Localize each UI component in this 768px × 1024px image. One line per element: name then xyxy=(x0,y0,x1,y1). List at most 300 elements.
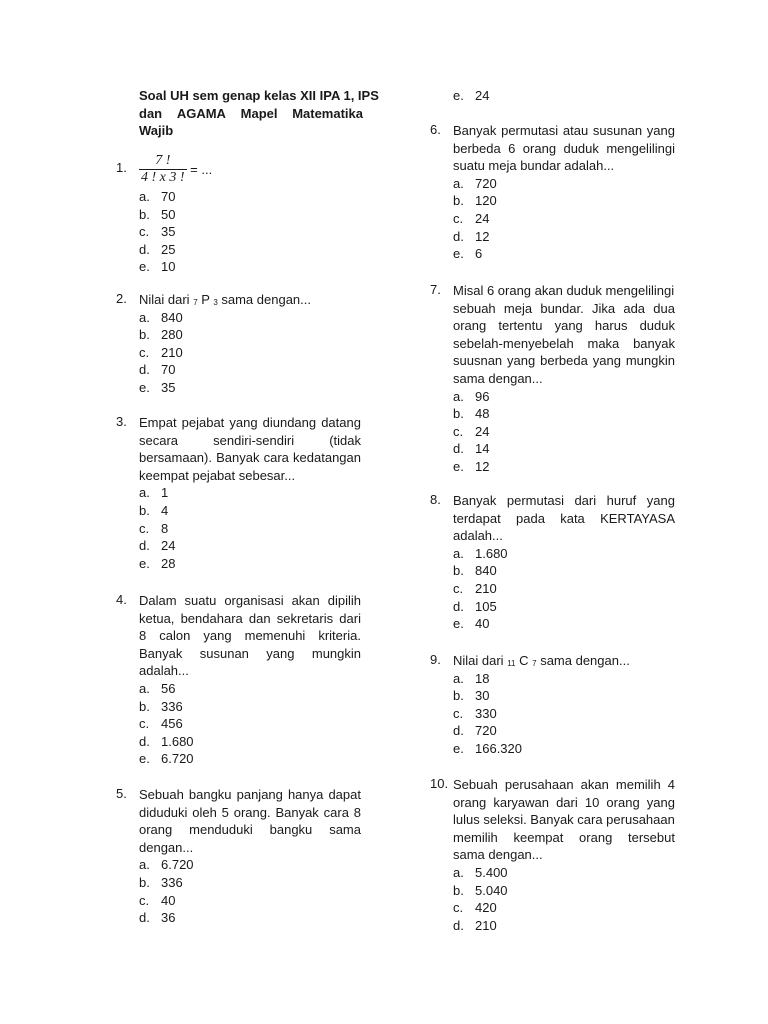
answer-option xyxy=(139,909,361,927)
question-word: 10 xyxy=(584,794,600,810)
question-text-line xyxy=(139,592,361,610)
question-word: duduk xyxy=(563,140,599,156)
option-label: a. xyxy=(453,545,464,561)
question-word: Jika xyxy=(591,300,616,316)
question-text-line xyxy=(453,652,675,670)
question-word: dan xyxy=(248,610,271,626)
answer-option xyxy=(139,750,361,768)
question-word: berbeda xyxy=(540,353,588,369)
question-word: yang xyxy=(266,645,295,661)
option-value: 5.040 xyxy=(475,882,508,898)
question-text-line xyxy=(139,414,361,432)
question-word: maka xyxy=(587,335,620,351)
option-label: c. xyxy=(139,520,150,536)
answer-option xyxy=(453,705,675,723)
answer-option xyxy=(139,223,361,241)
question-word: kedatangan xyxy=(293,450,361,466)
option-label: a. xyxy=(139,309,150,325)
option-label: d. xyxy=(453,228,464,244)
question-body xyxy=(453,652,675,758)
option-value: 1 xyxy=(161,485,169,501)
option-label: b. xyxy=(453,406,464,422)
answer-option xyxy=(139,502,361,520)
perm-pre-subscript: 7 xyxy=(193,298,198,307)
question-text-line xyxy=(139,610,361,628)
question-number: 9. xyxy=(430,652,441,667)
answer-option xyxy=(453,687,675,705)
question-text: sama dengan... xyxy=(453,370,543,386)
question-word: bersamaan). xyxy=(139,450,212,466)
option-label: a. xyxy=(139,485,150,501)
answer-option xyxy=(139,326,361,344)
option-label: a. xyxy=(453,670,464,686)
question-word: sekretaris xyxy=(276,610,334,626)
question-word: 6 xyxy=(508,140,516,156)
question-word: perusahaan xyxy=(504,777,574,792)
answer-option xyxy=(139,188,361,206)
question-word: suatu xyxy=(184,593,217,608)
option-label: d. xyxy=(139,733,150,749)
option-value: 720 xyxy=(475,175,497,191)
question-word: 8 xyxy=(139,628,147,644)
answer-option xyxy=(453,882,675,900)
question-word: duduk xyxy=(639,318,675,334)
question-word: dari xyxy=(574,493,597,508)
option-value: 48 xyxy=(475,406,490,422)
question-text-line xyxy=(453,510,675,528)
question-word: mengelilingi xyxy=(606,140,675,156)
question-text-line xyxy=(139,821,361,839)
answer-option xyxy=(139,241,361,259)
option-label: e. xyxy=(139,751,150,767)
question-text-line xyxy=(453,282,675,300)
question-word: dari xyxy=(556,794,578,810)
question-body xyxy=(453,492,675,633)
answer-option xyxy=(453,423,675,441)
question-word: orang xyxy=(579,829,613,845)
question-text-line xyxy=(139,291,361,309)
question-text-line xyxy=(139,839,361,857)
question-word: susunan xyxy=(199,645,249,661)
question-word: Banyak xyxy=(216,450,260,466)
answer-option xyxy=(453,917,675,935)
question-text-line xyxy=(453,811,675,829)
option-value: 336 xyxy=(161,874,183,890)
option-label: e. xyxy=(453,88,464,103)
option-label: d. xyxy=(453,917,464,933)
question-word: orang xyxy=(453,794,487,810)
question-word: sebelah-menyebelah xyxy=(453,335,574,351)
answer-option xyxy=(139,856,361,874)
option-value: 36 xyxy=(161,910,176,926)
answer-option xyxy=(139,258,361,276)
option-value: 35 xyxy=(161,379,176,395)
option-label: d. xyxy=(139,362,150,378)
option-label: b. xyxy=(139,502,150,518)
question-word: tersebut xyxy=(627,829,675,845)
question-body xyxy=(453,282,675,476)
answer-option xyxy=(139,733,361,751)
question-word: orang. xyxy=(233,804,271,820)
option-value: 30 xyxy=(475,688,490,704)
answer-option xyxy=(453,458,675,476)
question-word: 8 xyxy=(353,804,361,820)
perm-post-subscript: 7 xyxy=(532,659,537,668)
question-text: sama dengan... xyxy=(453,847,543,863)
title-word: Soal UH sem genap kelas XII IPA 1, IPS xyxy=(139,88,379,103)
title-word: dan xyxy=(139,105,163,121)
question-word: menduduki xyxy=(189,822,253,838)
question-word: yang xyxy=(203,628,232,644)
question-word: 5 xyxy=(221,804,229,820)
question-word: bendahara xyxy=(180,610,243,626)
question-word: pada xyxy=(516,510,545,526)
option-value: 1.680 xyxy=(161,733,194,749)
answer-option xyxy=(453,598,675,616)
option-value: 840 xyxy=(475,563,497,579)
question-text: adalah... xyxy=(139,663,189,679)
option-value: 210 xyxy=(161,344,183,360)
question-word: mungkin xyxy=(625,353,675,369)
option-label: e. xyxy=(453,616,464,632)
question-word: mungkin xyxy=(311,645,361,661)
fraction-numerator: 7 ! xyxy=(155,152,171,168)
answer-option xyxy=(453,562,675,580)
option-value: 5.400 xyxy=(475,864,508,880)
question-word: calon xyxy=(159,628,191,644)
question-word: ada xyxy=(623,300,646,316)
question-word: datang xyxy=(321,415,361,430)
option-value: 96 xyxy=(475,388,490,404)
question-text-line xyxy=(139,432,361,450)
option-value: 6 xyxy=(475,246,483,262)
option-label: a. xyxy=(453,388,464,404)
question-text-line xyxy=(453,370,675,388)
option-value: 24 xyxy=(475,88,490,103)
option-value: 1.680 xyxy=(475,545,508,561)
perm-suffix: sama dengan... xyxy=(217,292,311,307)
answer-option xyxy=(139,874,361,892)
option-label: d. xyxy=(453,441,464,457)
question-word: sebuah xyxy=(453,300,496,316)
question-text: keempat pejabat sebesar... xyxy=(139,467,296,483)
option-label: d. xyxy=(453,598,464,614)
question-word: tertentu xyxy=(498,318,543,334)
question-text: suatu meja bundar adalah... xyxy=(453,158,615,174)
question-text-line xyxy=(453,335,675,353)
option-value: 35 xyxy=(161,224,176,240)
option-label: e. xyxy=(453,246,464,262)
question-word: oleh xyxy=(192,804,217,820)
question-word: cara xyxy=(263,450,289,466)
option-label: e. xyxy=(453,458,464,474)
option-value: 166.320 xyxy=(475,740,522,756)
question-word: terdapat xyxy=(453,510,501,526)
option-value: 280 xyxy=(161,327,183,343)
option-label: c. xyxy=(139,224,150,240)
option-label: c. xyxy=(453,900,464,916)
answer-option xyxy=(139,892,361,910)
question-word: memilih xyxy=(615,777,661,792)
question-word: KERTAYASA xyxy=(600,510,675,526)
option-label: e. xyxy=(139,379,150,395)
answer-option xyxy=(139,537,361,555)
question-word: suusnan xyxy=(453,353,503,369)
question-word: akan xyxy=(291,593,320,608)
question-body xyxy=(139,291,361,397)
answer-option xyxy=(453,440,675,458)
question-text-line xyxy=(453,352,675,370)
option-value: 12 xyxy=(475,458,490,474)
question-word: diduduki xyxy=(139,804,188,820)
question-word: hanya xyxy=(287,787,324,802)
answer-option xyxy=(139,379,361,397)
option-label: d. xyxy=(453,723,464,739)
perm-suffix: sama dengan... xyxy=(536,653,630,668)
option-label: a. xyxy=(453,175,464,191)
question-body xyxy=(453,87,675,105)
question-number: 6. xyxy=(430,122,441,137)
question-word: orang xyxy=(522,140,557,156)
option-value: 6.720 xyxy=(161,857,194,873)
option-label: a. xyxy=(139,189,150,204)
answer-option xyxy=(453,864,675,882)
answer-option xyxy=(139,520,361,538)
question-word: karyawan xyxy=(493,794,549,810)
question-word: Dalam xyxy=(139,593,177,608)
question-word: yang xyxy=(646,794,675,810)
option-value: 70 xyxy=(161,189,176,204)
question-word: Banyak xyxy=(139,645,183,661)
option-label: b. xyxy=(139,874,150,890)
answer-option xyxy=(139,698,361,716)
question-word: yang xyxy=(229,415,258,430)
option-label: b. xyxy=(453,563,464,579)
answer-option xyxy=(139,309,361,327)
perm-prefix: Nilai dari xyxy=(139,292,194,307)
question-number: 1. xyxy=(116,160,127,175)
title-word: Wajib xyxy=(139,123,174,139)
question-text-line xyxy=(453,300,675,318)
question-word: kata xyxy=(560,510,585,526)
question-word: Banyak xyxy=(275,804,319,820)
option-value: 420 xyxy=(475,900,497,916)
option-label: c. xyxy=(139,344,150,360)
answer-option xyxy=(453,192,675,210)
question-word: Sebuah xyxy=(139,787,184,802)
option-value: 50 xyxy=(161,206,176,222)
question-word: Sebuah xyxy=(453,777,498,792)
option-label: a. xyxy=(139,680,150,696)
title-line xyxy=(139,122,363,140)
option-label: b. xyxy=(139,698,150,714)
question-body xyxy=(139,786,361,927)
option-value: 24 xyxy=(475,423,490,439)
question-word: bangku xyxy=(188,787,232,802)
perm-post-subscript: 3 xyxy=(213,298,218,307)
option-label: c. xyxy=(453,705,464,721)
question-text-line xyxy=(453,527,675,545)
question-word: kriteria. xyxy=(318,628,361,644)
answer-option xyxy=(139,484,361,502)
question-word: huruf xyxy=(606,493,637,508)
question-body xyxy=(453,122,675,263)
question-word: orang xyxy=(453,318,487,334)
answer-option xyxy=(139,715,361,733)
question-word: harus xyxy=(594,318,628,334)
question-text-line xyxy=(139,662,361,680)
question-word: dipilih xyxy=(327,593,361,608)
question-number: 5. xyxy=(116,786,127,801)
question-body xyxy=(139,414,361,572)
answer-option xyxy=(139,206,361,224)
option-value: 4 xyxy=(161,502,169,518)
option-value: 840 xyxy=(161,309,183,325)
title-word: AGAMA xyxy=(176,105,226,121)
answer-option xyxy=(139,344,361,362)
option-label: d. xyxy=(139,538,150,554)
answer-option xyxy=(453,899,675,917)
question-word: dapat xyxy=(328,787,361,802)
option-label: a. xyxy=(453,864,464,880)
answer-option xyxy=(453,228,675,246)
option-label: a. xyxy=(139,857,150,873)
option-value: 28 xyxy=(161,555,176,571)
question-word: yang xyxy=(592,353,621,369)
question-word: berbeda xyxy=(453,140,501,156)
question-word: secara xyxy=(139,432,179,448)
option-value: 25 xyxy=(161,241,176,257)
question-number: 10. xyxy=(430,776,449,791)
option-label: d. xyxy=(139,910,150,926)
option-value: 56 xyxy=(161,680,176,696)
answer-option xyxy=(453,580,675,598)
answer-option xyxy=(453,245,675,263)
question-word: bundar. xyxy=(540,300,584,316)
option-value: 40 xyxy=(475,616,490,632)
option-value: 24 xyxy=(161,538,176,554)
question-number: 3. xyxy=(116,414,127,429)
question-word: organisasi xyxy=(224,593,284,608)
option-label: b. xyxy=(139,327,150,343)
answer-option xyxy=(453,210,675,228)
answer-option xyxy=(453,670,675,688)
option-label: c. xyxy=(139,716,150,732)
option-value: 720 xyxy=(475,723,497,739)
option-label: c. xyxy=(453,210,464,226)
question-word: memenuhi xyxy=(244,628,306,644)
question-text-line xyxy=(453,492,675,510)
question-word: Banyak xyxy=(453,123,497,138)
option-value: 336 xyxy=(161,698,183,714)
fraction-denominator: 4 ! x 3 ! xyxy=(141,169,185,185)
question-word: keempat xyxy=(513,829,564,845)
option-label: b. xyxy=(453,688,464,704)
question-number: 8. xyxy=(430,492,441,507)
exam-title xyxy=(139,87,379,140)
question-word: yang xyxy=(554,318,583,334)
option-value: 8 xyxy=(161,520,169,536)
answer-option xyxy=(453,87,675,105)
question-number: 4. xyxy=(116,592,127,607)
option-value: 24 xyxy=(475,210,490,226)
option-value: 105 xyxy=(475,598,497,614)
answer-option xyxy=(139,680,361,698)
title-word: Mapel xyxy=(240,105,278,121)
option-value: 330 xyxy=(475,705,497,721)
question-number: 2. xyxy=(116,291,127,306)
option-value: 14 xyxy=(475,441,490,457)
answer-option xyxy=(453,615,675,633)
question-word: permutasi xyxy=(506,493,564,508)
perm-letter: C xyxy=(515,653,533,668)
answer-option xyxy=(453,388,675,406)
question-text-line xyxy=(453,846,675,864)
question-word: orang xyxy=(606,794,640,810)
formula-line xyxy=(139,150,361,188)
question-body xyxy=(453,776,675,934)
question-text-line xyxy=(139,645,361,663)
question-word: yang xyxy=(646,493,675,508)
question-text-line xyxy=(453,157,675,175)
question-text-line xyxy=(139,627,361,645)
option-value: 40 xyxy=(161,892,176,908)
question-word: Empat xyxy=(139,415,177,430)
question-word: banyak xyxy=(633,335,675,351)
fraction xyxy=(139,153,187,186)
title-line xyxy=(139,87,379,105)
question-text-line xyxy=(453,122,675,140)
option-value: 210 xyxy=(475,917,497,933)
question-text-line xyxy=(139,449,361,467)
question-body xyxy=(139,150,361,276)
question-word: bangku xyxy=(269,822,313,838)
option-value: 12 xyxy=(475,228,490,244)
question-word: yang xyxy=(507,353,536,369)
question-text: lulus seleksi. Banyak cara perusahaan xyxy=(453,812,675,828)
question-text-line xyxy=(453,776,675,794)
answer-option xyxy=(453,405,675,423)
question-word: Banyak xyxy=(453,493,497,508)
answer-option xyxy=(453,740,675,758)
option-label: c. xyxy=(139,892,150,908)
question-word: panjang xyxy=(236,787,283,802)
title-line xyxy=(139,105,363,123)
question-word: memilih xyxy=(453,829,498,845)
option-label: e. xyxy=(139,259,150,275)
question-body xyxy=(139,592,361,768)
option-label: d. xyxy=(139,241,150,257)
answer-option xyxy=(139,361,361,379)
question-word: yang xyxy=(646,123,675,138)
question-word: diundang xyxy=(262,415,317,430)
question-word: sama xyxy=(329,822,361,838)
question-word: (tidak xyxy=(329,432,361,448)
question-word: sendiri-sendiri xyxy=(213,432,295,448)
title-word: Matematika xyxy=(292,105,363,121)
question-text-line xyxy=(453,317,675,335)
option-value: 70 xyxy=(161,362,176,378)
question-text-line xyxy=(453,140,675,158)
answer-option xyxy=(453,545,675,563)
option-value: 456 xyxy=(161,716,183,732)
option-value: 10 xyxy=(161,259,176,275)
question-text-line xyxy=(139,804,361,822)
option-label: b. xyxy=(453,882,464,898)
question-text-line xyxy=(139,786,361,804)
option-label: b. xyxy=(139,206,150,222)
question-word: meja xyxy=(503,300,533,316)
